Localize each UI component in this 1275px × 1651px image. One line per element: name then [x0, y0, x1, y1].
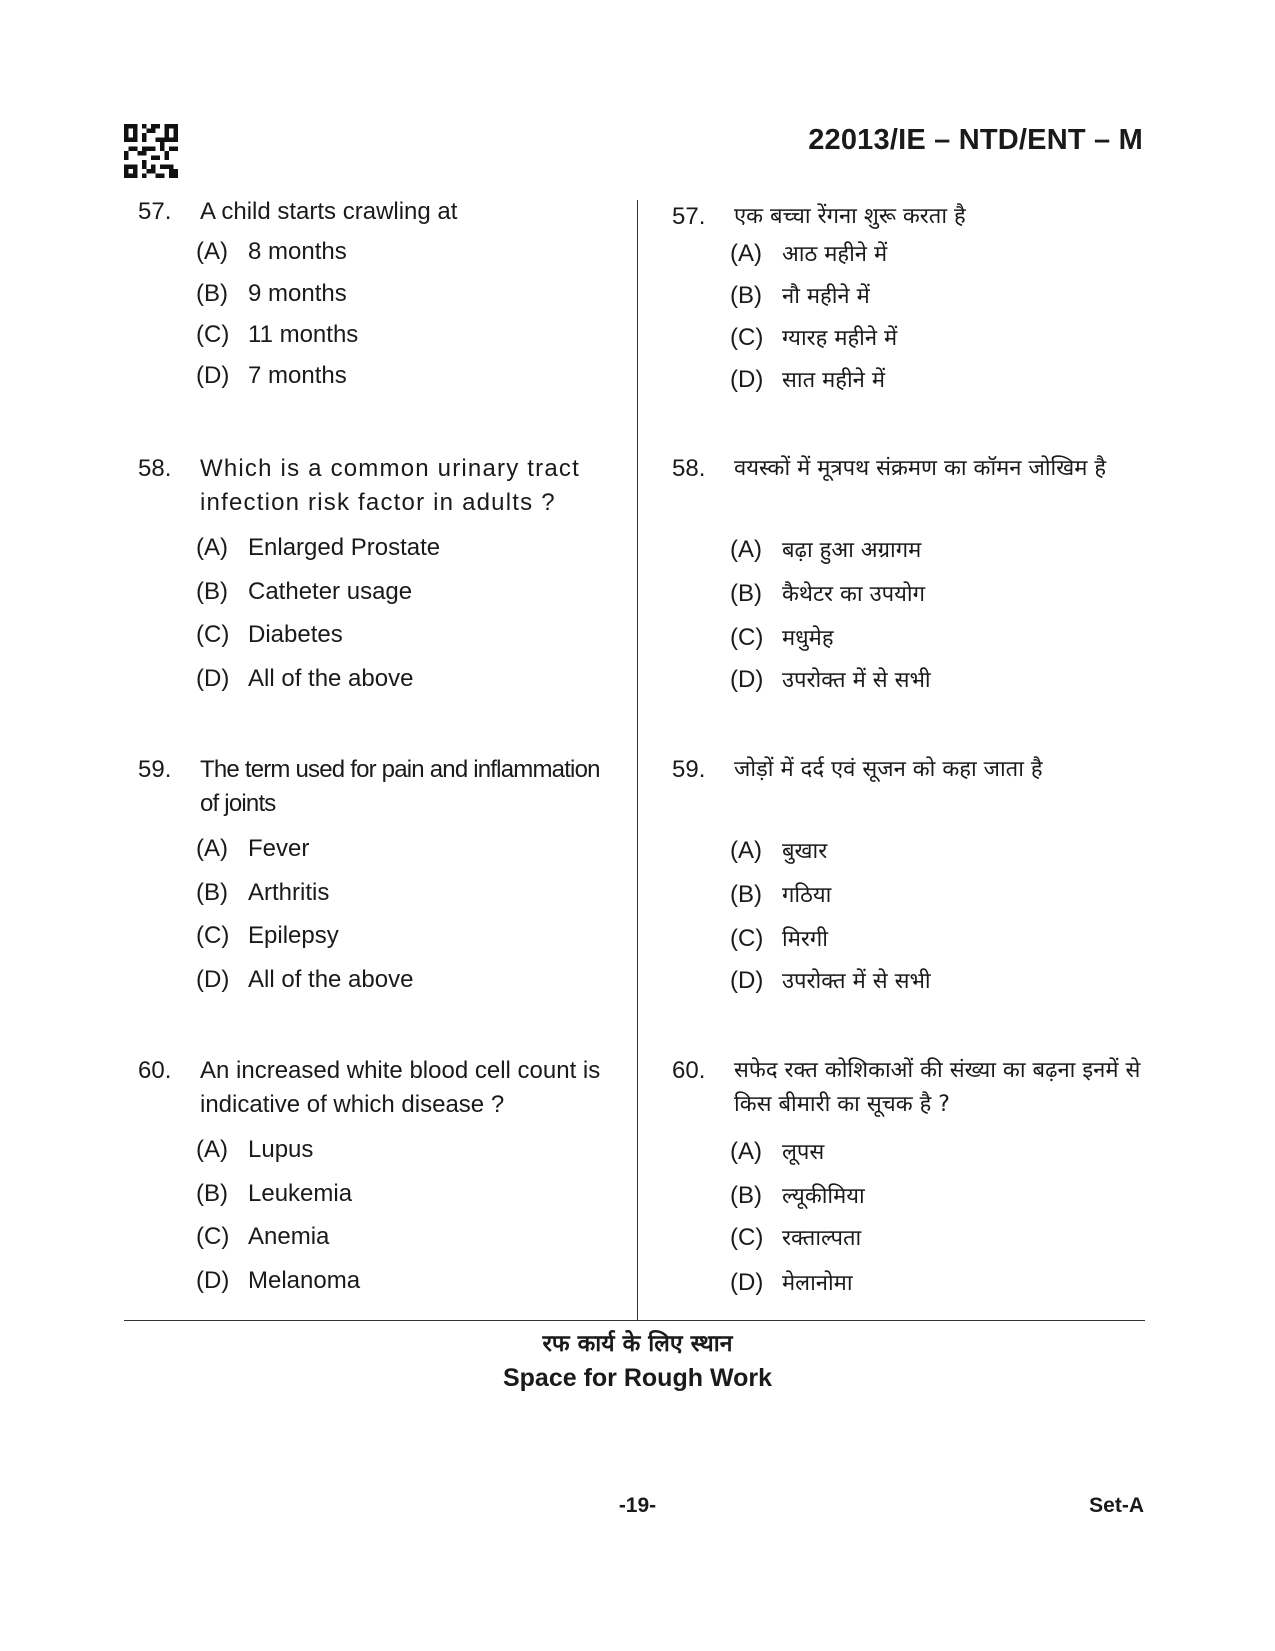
question-number: 59.	[138, 756, 172, 783]
rough-work-heading-english: Space for Rough Work	[502, 1364, 772, 1392]
option-57c-hi: (C) ग्यारह महीने में	[730, 324, 898, 351]
question-number: 57.	[138, 198, 172, 225]
option-57c-en: (C) 11 months	[196, 321, 359, 348]
option-60a-hi: (A) लूपस	[730, 1138, 825, 1165]
question-57-hi	[672, 200, 1152, 234]
question-text: An increased white blood cell count is indicative of which disease ?	[200, 1057, 601, 1118]
option-58d-en: (D) All of the above	[196, 665, 414, 692]
option-57b-hi: (B) नौ महीने में	[730, 282, 870, 309]
option-60c-hi: (C) रक्ताल्पता	[730, 1224, 862, 1251]
question-text: A child starts crawling at	[200, 198, 458, 225]
option-60b-en: (B) Leukemia	[196, 1180, 353, 1207]
option-59d-en: (D) All of the above	[196, 966, 414, 993]
option-59b-hi: (B) गठिया	[730, 881, 832, 908]
option-57a-hi: (A) आठ महीने में	[730, 240, 888, 267]
question-text: वयस्कों में मूत्रपथ संक्रमण का कॉमन जोखिम है	[734, 456, 1107, 481]
question-58-hi	[672, 452, 1152, 486]
question-text: The term used for pain and inflammation of joints	[200, 756, 600, 817]
set-label: Set-A	[1089, 1494, 1144, 1517]
question-number: 60.	[138, 1057, 172, 1084]
section-divider	[124, 1320, 1145, 1321]
option-60a-en: (A) Lupus	[196, 1136, 314, 1163]
question-number: 58.	[138, 455, 172, 482]
option-60d-en: (D) Melanoma	[196, 1267, 361, 1294]
column-divider	[637, 200, 638, 1320]
option-59c-hi: (C) मिरगी	[730, 925, 828, 952]
option-60b-hi: (B) ल्यूकीमिया	[730, 1182, 865, 1209]
option-58b-en: (B) Catheter usage	[196, 578, 413, 605]
option-57b-en: (B) 9 months	[196, 280, 347, 307]
option-57a-en: (A) 8 months	[196, 238, 347, 265]
page-number: -19-	[618, 1494, 657, 1517]
option-60d-hi: (D) मेलानोमा	[730, 1269, 853, 1296]
option-58c-en: (C) Diabetes	[196, 621, 343, 648]
question-text: सफेद रक्त कोशिकाओं की संख्या का बढ़ना इनमें से किस बीमारी का सूचक है ?	[734, 1058, 1141, 1117]
option-58b-hi: (B) कैथेटर का उपयोग	[730, 580, 926, 607]
qr-code-icon	[124, 124, 178, 178]
option-59a-hi: (A) बुखार	[730, 837, 828, 864]
question-59-hi	[672, 753, 1152, 787]
question-60-en	[138, 1054, 618, 1122]
question-number: 58.	[672, 455, 706, 482]
option-58a-en: (A) Enlarged Prostate	[196, 534, 441, 561]
paper-code: 22013/IE – NTD/ENT – M	[808, 124, 1143, 156]
option-58a-hi: (A) बढ़ा हुआ अग्रागम	[730, 536, 922, 563]
option-59b-en: (B) Arthritis	[196, 879, 330, 906]
option-57d-hi: (D) सात महीने में	[730, 366, 885, 393]
option-58c-hi: (C) मधुमेह	[730, 624, 834, 651]
question-number: 59.	[672, 756, 706, 783]
question-text: जोड़ों में दर्द एवं सूजन को कहा जाता है	[734, 757, 1043, 782]
question-57-en	[138, 195, 618, 229]
option-59c-en: (C) Epilepsy	[196, 922, 339, 949]
option-59d-hi: (D) उपरोक्त में से सभी	[730, 967, 931, 994]
option-57d-en: (D) 7 months	[196, 362, 347, 389]
option-60c-en: (C) Anemia	[196, 1223, 330, 1250]
question-text: एक बच्चा रेंगना शुरू करता है	[734, 204, 966, 229]
option-58d-hi: (D) उपरोक्त में से सभी	[730, 666, 931, 693]
question-60-hi	[672, 1054, 1152, 1122]
question-text: Which is a common urinary tract infection risk factor in adults ?	[200, 455, 580, 516]
question-number: 60.	[672, 1057, 706, 1084]
question-number: 57.	[672, 203, 706, 230]
question-58-en	[138, 452, 618, 520]
question-59-en	[138, 753, 618, 821]
rough-work-heading-hindi: रफ कार्य के लिए स्थान	[542, 1331, 733, 1357]
option-59a-en: (A) Fever	[196, 835, 310, 862]
